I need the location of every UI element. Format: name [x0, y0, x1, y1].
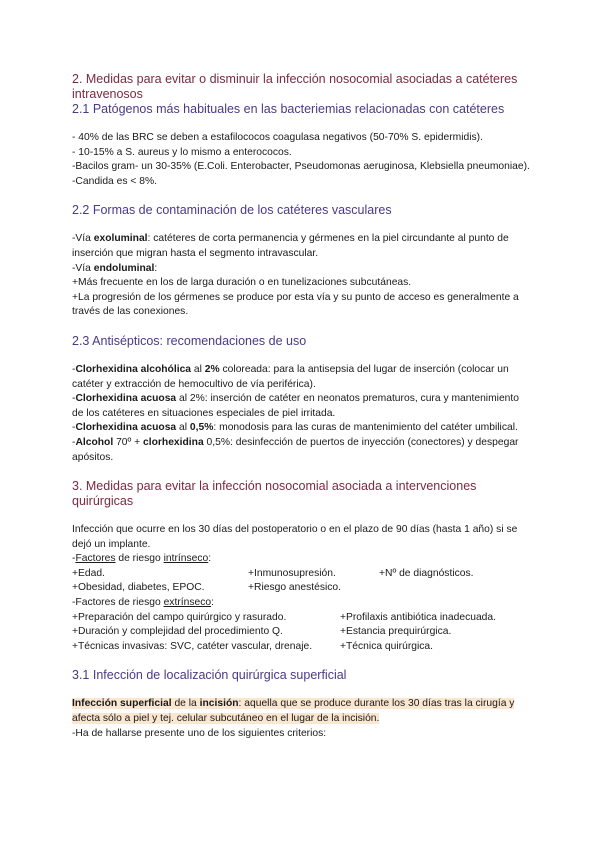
intrinsic-item: +Edad.	[72, 567, 105, 579]
extrinsic-item: +Técnica quirúrgica.	[340, 640, 434, 652]
surgical-infection-intro: Infección que ocurre en los 30 días del postoperatorio o en el plazo de 90 días (hasta 1 año) si se dejó un implante.	[72, 524, 518, 550]
s21-line-2: - 10-15% a S. aureus y lo mismo a enterococos.	[72, 146, 292, 158]
section-3-1-title: 3.1 Infección de localización quirúrgica superficial	[72, 668, 347, 683]
intrinsic-row-1	[72, 567, 530, 582]
endoluminal-heading: -Vía endoluminal:	[72, 262, 158, 274]
antiseptic-item-1: -Clorhexidina alcohólica al 2% coloreada: para la antisepsia del lugar de inserción (colocar un catéter y extracción de hemocultivo de vía periférica).	[72, 363, 509, 390]
s21-line-4: -Candida es < 8%.	[72, 175, 157, 187]
extrinsic-row-1	[72, 611, 530, 626]
section-2-1-title: 2.1 Patógenos más habituales en las bacteriemias relacionadas con catéteres	[72, 102, 505, 116]
section-2-3-title: 2.3 Antisépticos: recomendaciones de uso	[72, 333, 307, 348]
extrinsic-item: +Duración y complejidad del procedimiento Q.	[72, 626, 283, 638]
intrinsic-item: +Inmunosupresión.	[248, 567, 336, 579]
extrinsic-factors-heading: -Factores de riesgo extrínseco:	[72, 597, 214, 609]
antiseptic-item-3: -Clorhexidina acuosa al 0,5%: monodosis para las curas de mantenimiento del catéter umbilical.	[72, 422, 518, 434]
extrinsic-item: +Preparación del campo quirúrgico y rasurado.	[72, 611, 287, 623]
document-page	[72, 72, 530, 741]
intrinsic-row-2	[72, 581, 530, 596]
criteria-line: -Ha de hallarse presente uno de los siguientes criterios:	[72, 727, 327, 739]
endoluminal-item-1: +Más frecuente en los de larga duración o en tunelizaciones subcutáneas.	[72, 277, 412, 289]
intrinsic-item: +Obesidad, diabetes, EPOC.	[72, 582, 205, 594]
exoluminal-paragraph: -Vía exoluminal: catéteres de corta permanencia y gérmenes en la piel circundante al punto de inserción que migran hasta el segmento intravascular.	[72, 233, 509, 259]
extrinsic-item: +Estancia prequirúrgica.	[340, 626, 452, 638]
extrinsic-item: +Técnicas invasivas: SVC, catéter vascular, drenaje.	[72, 640, 313, 652]
extrinsic-item: +Profilaxis antibiótica inadecuada.	[340, 611, 496, 623]
antiseptic-item-2: -Clorhexidina acuosa al 2%: inserción de catéter en neonatos prematuros, cura y mantenimiento de los catéteres en situaciones especiales de piel irritada.	[72, 393, 520, 419]
s21-line-1: - 40% de las BRC se deben a estafilococos coagulasa negativos (50-70% S. epidermidis).	[72, 132, 483, 143]
extrinsic-row-3	[72, 640, 530, 655]
section-3-title: 3. Medidas para evitar la infección nosocomial asociada a intervenciones quirúrgicas	[72, 479, 477, 509]
section-2-2-title: 2.2 Formas de contaminación de los catéteres vasculares	[72, 203, 392, 218]
endoluminal-item-2: +La progresión de los gérmenes se produce por esta vía y su punto de acceso es generalmente a través de las conexiones.	[72, 291, 519, 318]
intrinsic-item: +Nº de diagnósticos.	[379, 567, 474, 579]
extrinsic-row-2	[72, 625, 530, 640]
antiseptic-item-4: -Alcohol 70º + clorhexidina 0,5%: desinfección de puertos de inyección (conectores) y despegar apósitos.	[72, 436, 519, 463]
superficial-infection-definition: Infección superficial de la incisión: aquella que se produce durante los 30 días tras la cirugía y afecta sólo a piel y tej. celular subcutáneo en el lugar de la incisión.	[72, 698, 515, 725]
intrinsic-item: +Riesgo anestésico.	[248, 582, 342, 594]
intrinsic-factors-heading: -Factores de riesgo intrínseco:	[72, 553, 212, 565]
s21-line-3: -Bacilos gram- un 30-35% (E.Coli. Enterobacter, Pseudomonas aeruginosa, Klebsiella pneumoniae).	[72, 161, 530, 173]
section-2-title: 2. Medidas para evitar o disminuir la infección nosocomial asociadas a catéteres intravenosos	[72, 72, 518, 101]
